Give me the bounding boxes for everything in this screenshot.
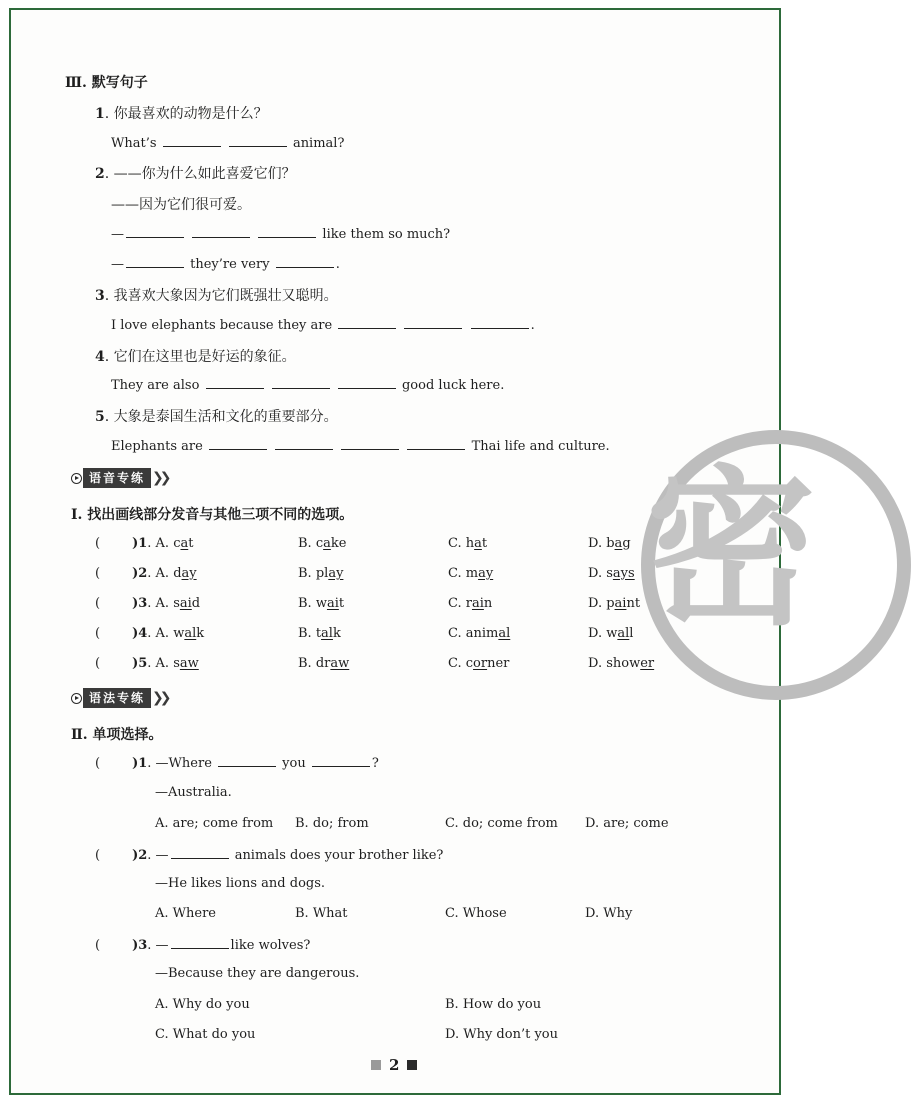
grammar-q1-option-a: A. are; come from [155, 816, 274, 831]
phonics-item-option-c: C. rain [448, 596, 493, 611]
q2-cn1: 2. ——你为什么如此喜爱它们？ [95, 166, 296, 182]
stamp-character: 密 [646, 451, 817, 649]
q2-en2: — they’re very . [111, 257, 340, 272]
grammar-q1-option-c: C. do; come from [445, 816, 558, 831]
grammar-q3-answer: —Because they are dangerous. [155, 966, 360, 981]
play-icon [71, 693, 82, 704]
grammar-q3-stem: ( )3. — like wolves? [95, 938, 311, 953]
square-icon [407, 1060, 417, 1070]
grammar-q3-option-d: D. Why don’t you [445, 1027, 558, 1042]
grammar-q2-answer: —He likes lions and dogs. [155, 876, 326, 891]
phonics-banner: 语音专练 ❯❯ [71, 468, 167, 488]
phonics-item-option-a: ( )3. A. said [95, 596, 201, 611]
phonics-item-option-b: B. wait [298, 596, 345, 611]
q3-en: I love elephants because they are . [111, 318, 535, 333]
phonics-item-option-a: ( )2. A. day [95, 566, 197, 581]
phonics-item-option-b: B. cake [298, 536, 347, 551]
q5-en: Elephants are Thai life and culture. [111, 439, 610, 454]
q4-en: They are also good luck here. [111, 378, 505, 393]
worksheet-page [9, 8, 817, 1095]
phonics-item-option-b: B. talk [298, 626, 341, 641]
q4-cn: 4. 它们在这里也是好运的象征。 [95, 349, 296, 365]
phonics-item-option-a: ( )1. A. cat [95, 536, 194, 551]
phonics-item-option-c: C. animal [448, 626, 511, 641]
grammar-q1-option-d: D. are; come [585, 816, 669, 831]
grammar-q1-answer: —Australia. [155, 785, 232, 800]
grammar-q3-option-b: B. How do you [445, 997, 542, 1012]
grammar-banner: 语法专练 ❯❯ [71, 688, 167, 708]
play-icon [71, 473, 82, 484]
chevron-right-icon: ❯❯ [152, 470, 168, 486]
grammar-q2-option-b: B. What [295, 906, 348, 921]
q5-cn: 5. 大象是泰国生活和文化的重要部分。 [95, 409, 338, 425]
grammar-q2-stem: ( )2. — animals does your brother like? [95, 848, 444, 863]
section3-title: Ⅲ. 默写句子 [65, 75, 148, 91]
phonics-item-option-a: ( )5. A. saw [95, 656, 199, 671]
phonics-item-option-c: C. corner [448, 656, 510, 671]
grammar-q3-option-c: C. What do you [155, 1027, 256, 1042]
page-number: 2 [371, 1056, 417, 1074]
phonics-item-option-a: ( )4. A. walk [95, 626, 205, 641]
grammar-q2-option-c: C. Whose [445, 906, 507, 921]
phonics-item-option-d: D. wall [588, 626, 634, 641]
phonics-item-option-b: B. draw [298, 656, 350, 671]
phonics-item-option-d: D. shower [588, 656, 655, 671]
grammar-q1-option-b: B. do; from [295, 816, 369, 831]
grammar-q3-option-a: A. Why do you [155, 997, 250, 1012]
q2-cn2: ——因为它们很可爱。 [111, 197, 251, 213]
q1-cn: 1. 你最喜欢的动物是什么？ [95, 106, 268, 122]
grammar-q1-stem: ( )1. —Where you ? [95, 756, 379, 771]
square-icon [371, 1060, 381, 1070]
grammar-title: Ⅱ. 单项选择。 [71, 727, 163, 743]
phonics-item-option-d: D. says [588, 566, 635, 581]
phonics-item-option-d: D. paint [588, 596, 641, 611]
phonics-title: Ⅰ. 找出画线部分发音与其他三项不同的选项。 [71, 507, 354, 523]
phonics-item-option-c: C. may [448, 566, 494, 581]
q1-en: What’s animal? [111, 136, 345, 151]
grammar-q2-option-d: D. Why [585, 906, 633, 921]
grammar-q2-option-a: A. Where [155, 906, 216, 921]
phonics-item-option-b: B. play [298, 566, 344, 581]
q3-cn: 3. 我喜欢大象因为它们既强壮又聪明。 [95, 288, 338, 304]
phonics-item-option-d: D. bag [588, 536, 631, 551]
chevron-right-icon: ❯❯ [152, 690, 168, 706]
phonics-item-option-c: C. hat [448, 536, 488, 551]
q2-en1: — like them so much? [111, 227, 451, 242]
